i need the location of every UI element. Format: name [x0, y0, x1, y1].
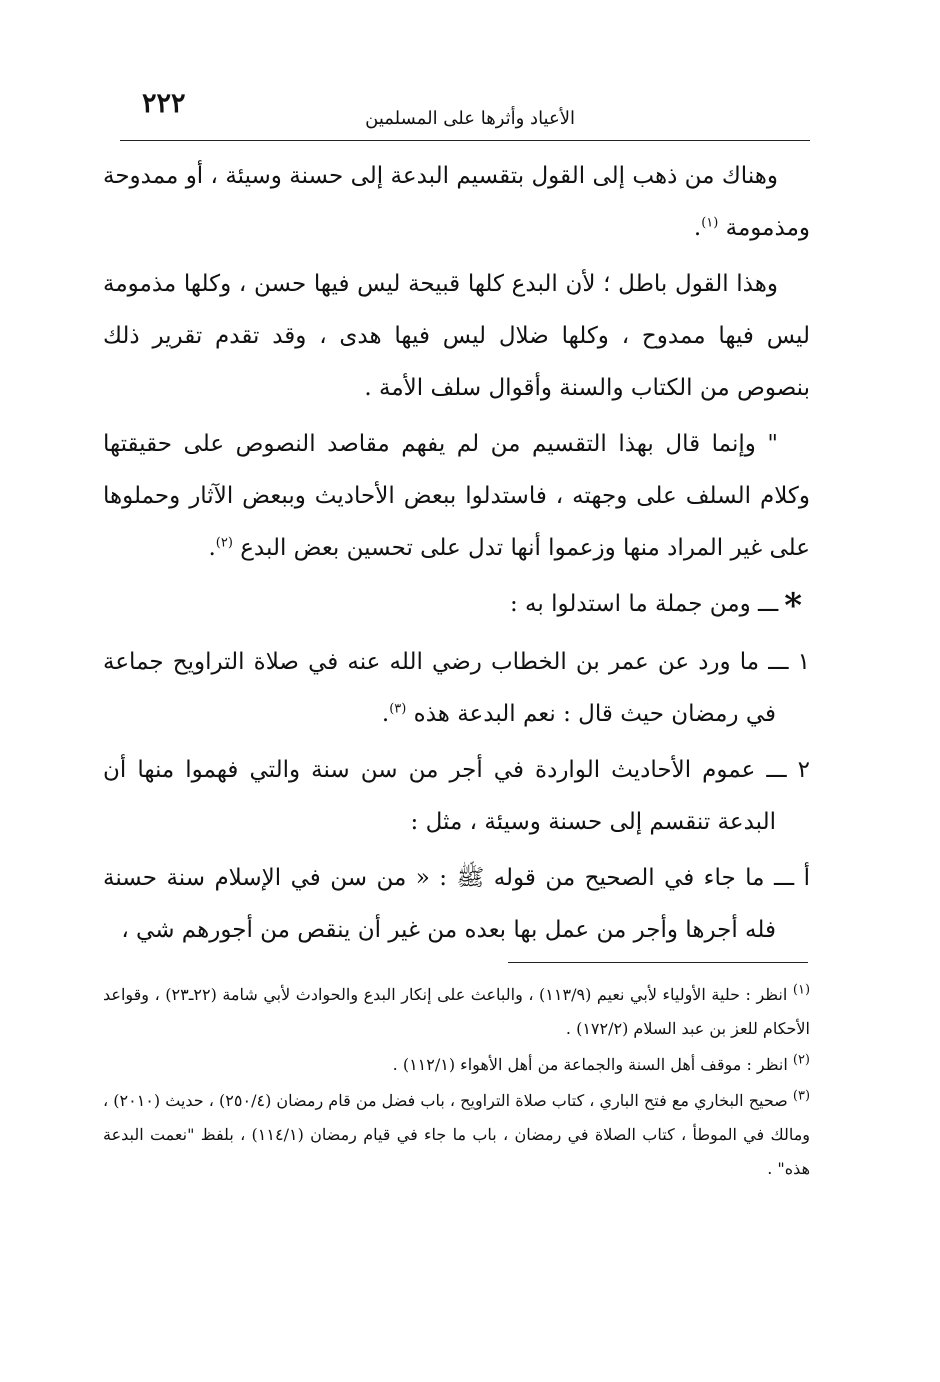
list-item-1-end: .	[381, 701, 390, 727]
list-item-1	[103, 636, 810, 740]
paragraph-1-end: .	[693, 215, 702, 241]
footnote-3-mark: (٣)	[792, 1088, 811, 1104]
footnote-2-text: انظر : موقف أهل السنة والجماعة من أهل الأهواء (١١٢/١) .	[392, 1055, 788, 1074]
paragraph-1-text: وهناك من ذهب إلى القول بتقسيم البدعة إلى حسنة وسيئة ، أو ممدوحة ومذمومة	[103, 163, 810, 241]
quote-paragraph-text: " وإنما قال بهذا التقسيم من لم يفهم مقاصد النصوص على حقيقتها وكلام السلف على وجهته ، فاستدلوا ببعض الأحاديث وببعض الآثار وحملوها على غير المراد منها وزعموا أنها تدل على تحسين بعض البدع	[103, 431, 810, 561]
footnote-3	[103, 1084, 810, 1186]
paragraph-2: وهذا القول باطل ؛ لأن البدع كلها قبيحة ليس فيها حسن ، وكلها مذمومة ليس فيها ممدوح ، وكلها ضلال ليس فيها هدى ، وقد تقدم تقرير ذلك بنصوص من الكتاب والسنة وأقوال سلف الأمة .	[103, 271, 810, 401]
list-item-2: ٢ ـــ عموم الأحاديث الواردة في أجر من سن سنة والتي فهموا منها أن البدعة تنقسم إلى حسنة وسيئة ، مثل :	[103, 757, 810, 835]
footnote-1-text: انظر : حلية الأولياء لأبي نعيم (١١٣/٩) ، والباعث على إنكار البدع والحوادث لأبي شامة (٢٢ـ٢٣) ، وقواعد الأحكام للعز بن عبد السلام (١٧٢/٢) .	[103, 985, 810, 1038]
footnote-ref-2: (٢)	[215, 535, 233, 551]
paragraph-1	[103, 150, 810, 254]
footnote-1-mark: (١)	[792, 982, 811, 998]
evidence-heading	[103, 578, 810, 632]
footnote-3-text: صحيح البخاري مع فتح الباري ، كتاب صلاة التراويح ، باب فضل من قام رمضان (٢٥٠/٤) ، حديث (٢٠١٠) ، ومالك في الموطأ ، كتاب الصلاة في رمضان ، باب ما جاء في قيام رمضان (١١٤/١) ، بلفظ "نعمت البدعة هذه" .	[103, 1091, 810, 1178]
list-item-2a: أ ـــ ما جاء في الصحيح من قوله ﷺ : « من سن في الإسلام سنة حسنة فله أجرها وأجر من عمل بها بعده من غير أن ينقص من أجورهم شي ،	[103, 865, 810, 943]
footnotes	[103, 978, 810, 1188]
star-marker: *	[784, 586, 802, 626]
running-header	[120, 88, 810, 141]
running-title: الأعياد وأثرها على المسلمين	[365, 108, 575, 129]
main-text	[103, 150, 810, 960]
list-item-1-text: ١ ـــ ما ورد عن عمر بن الخطاب رضي الله عنه في صلاة التراويح جماعة في رمضان حيث قال : نعم البدعة هذه	[103, 649, 810, 727]
quote-paragraph	[103, 418, 810, 574]
footnote-2	[103, 1048, 810, 1082]
footnote-2-mark: (٢)	[792, 1052, 810, 1068]
footnote-ref-1: (١)	[701, 215, 719, 231]
footnote-1	[103, 978, 810, 1046]
quote-paragraph-end: .	[208, 535, 216, 561]
page-number: ٢٢٢	[142, 88, 186, 119]
evidence-heading-text: ـــ ومن جملة ما استدلوا به :	[509, 591, 779, 617]
footnote-ref-3: (٣)	[389, 701, 407, 717]
footnote-divider	[508, 962, 808, 963]
